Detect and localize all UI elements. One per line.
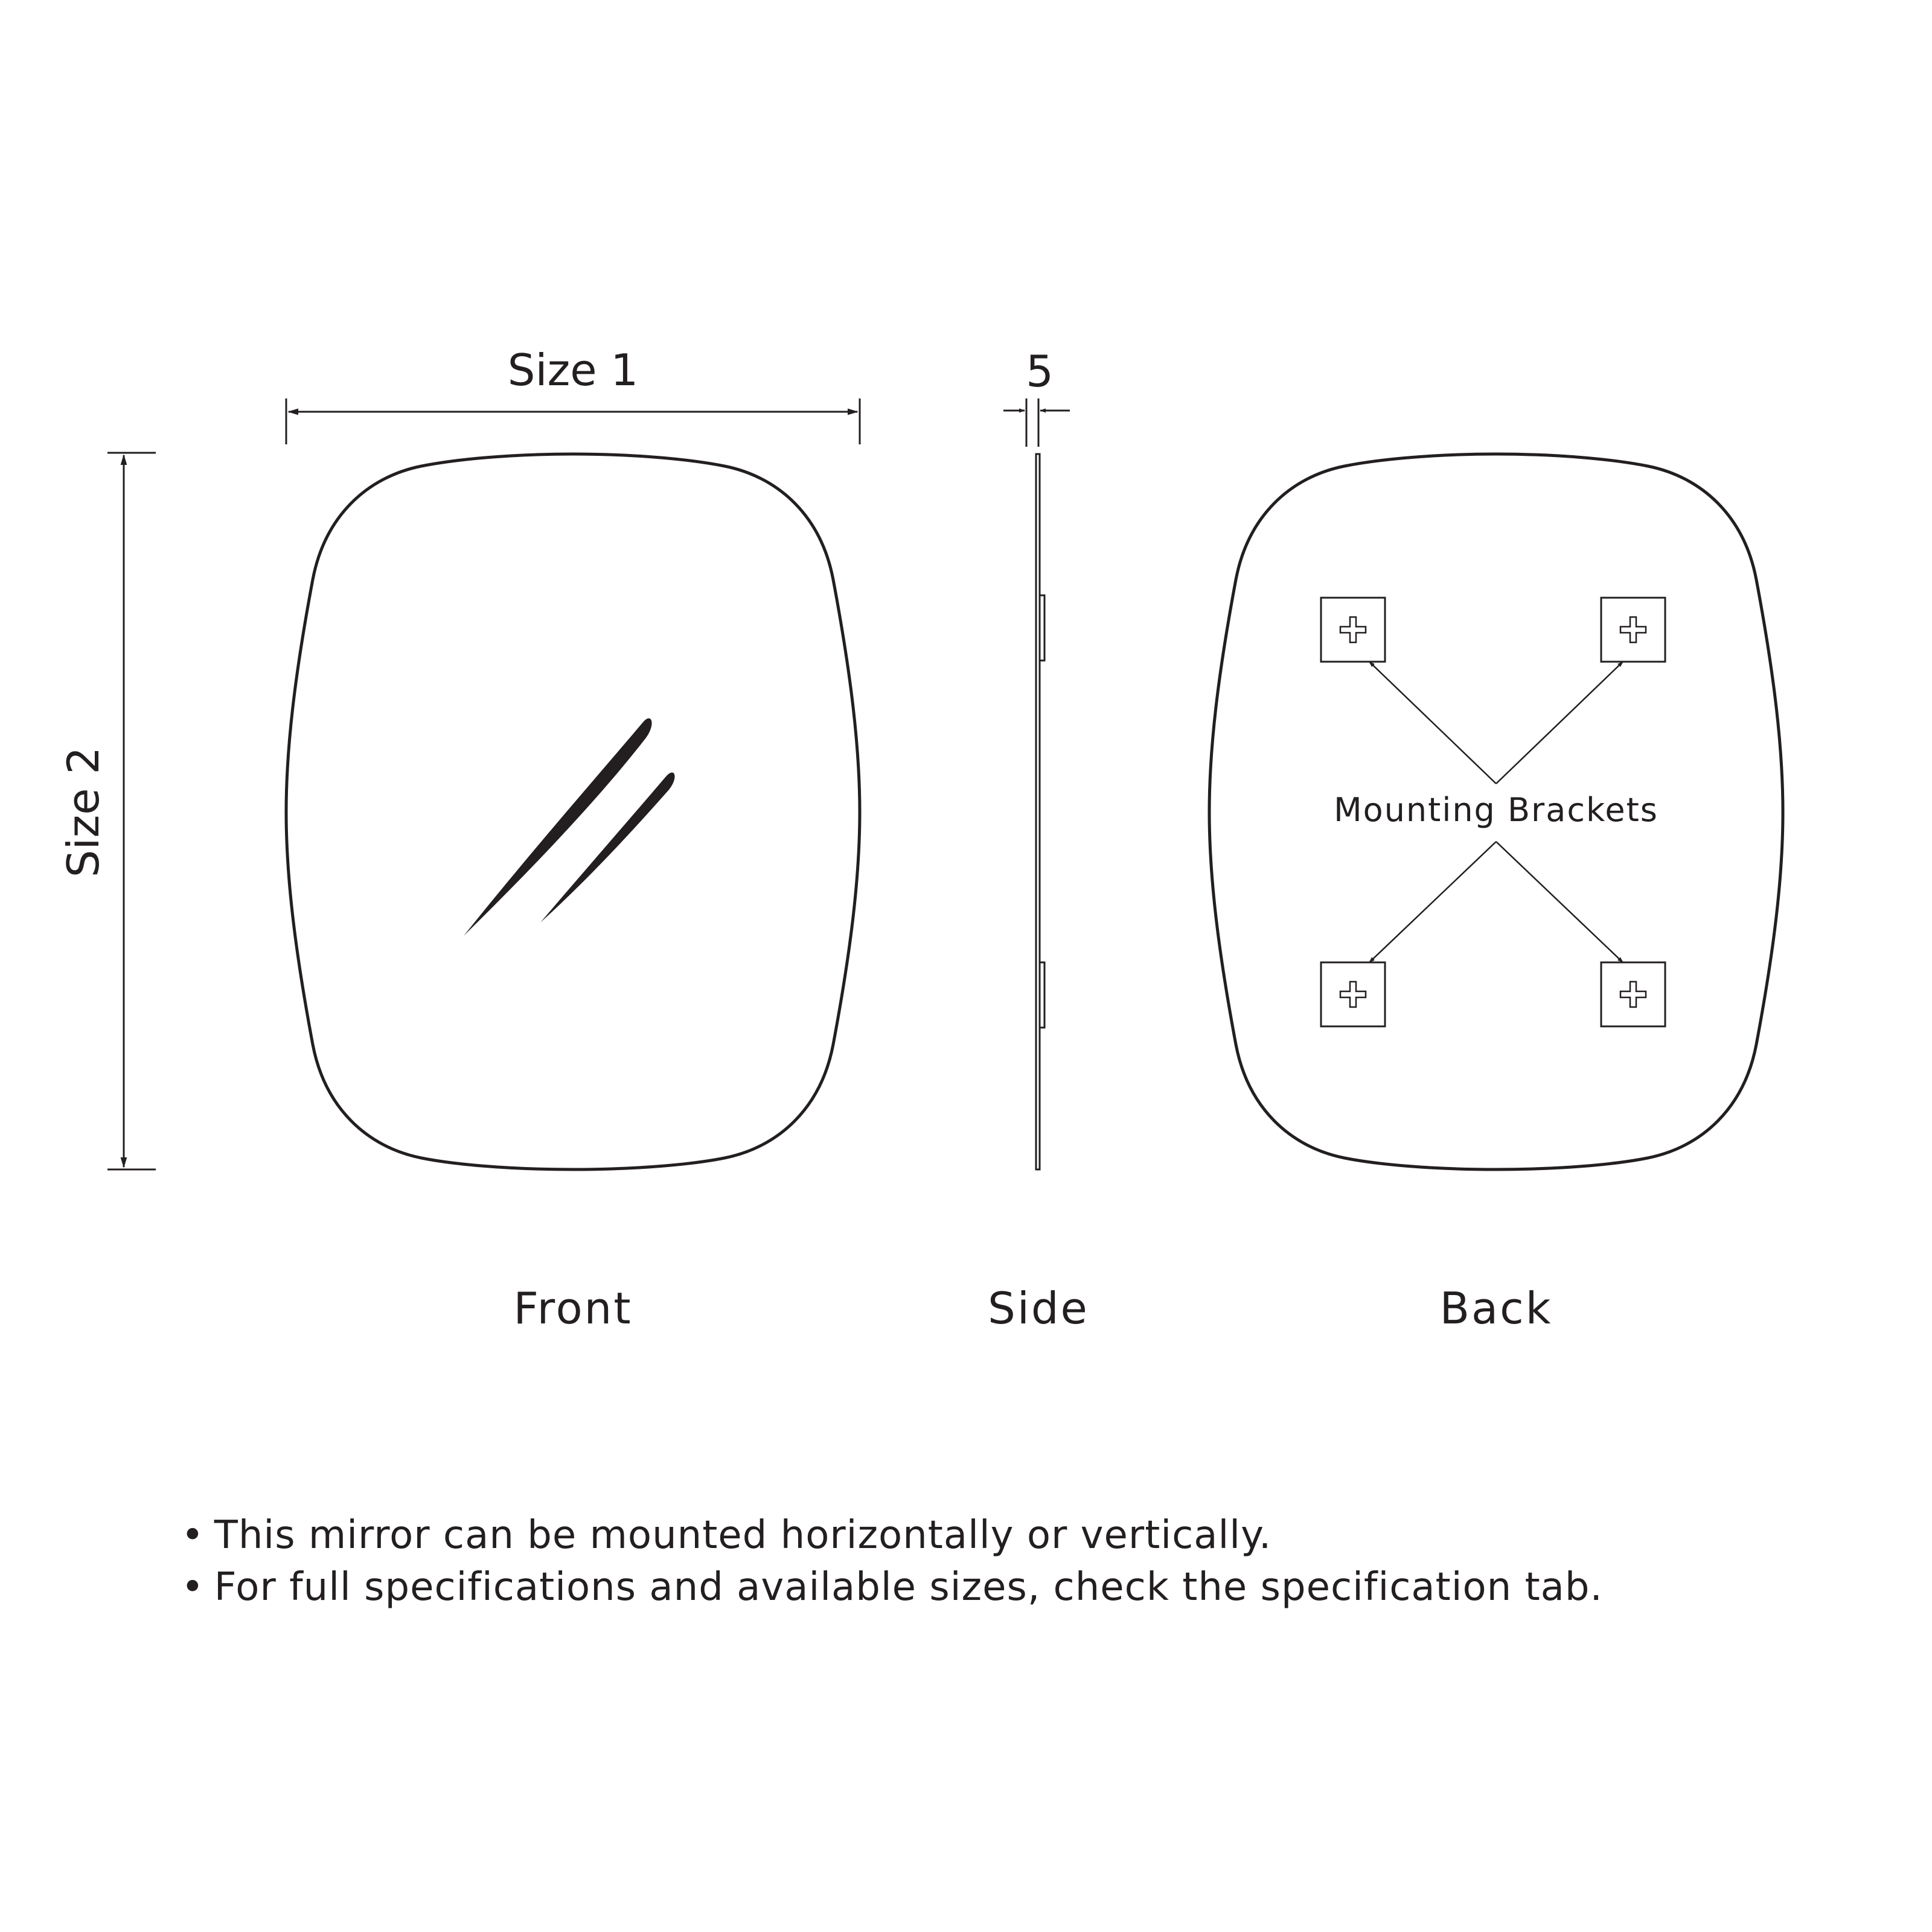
front-view-label: Front	[513, 1283, 633, 1334]
note-text: For full specifications and available sizes, check the specification tab.	[214, 1565, 1603, 1610]
notes-list	[181, 1509, 1811, 1613]
note-item	[181, 1509, 1811, 1561]
height-label: Size 2	[58, 746, 109, 878]
side-bracket-bottom	[1040, 962, 1044, 1028]
front-view	[286, 454, 860, 1169]
mounting-bracket-top-right	[1601, 598, 1665, 662]
mounting-brackets-label: Mounting Brackets	[1334, 791, 1659, 829]
note-text: This mirror can be mounted horizontally or vertically.	[214, 1513, 1272, 1558]
width-label: Size 1	[507, 345, 639, 395]
reflection-glint-short	[540, 772, 675, 923]
thickness-label: 5	[1026, 346, 1054, 397]
mounting-bracket-bottom-right	[1601, 962, 1665, 1026]
bullet: •	[181, 1565, 205, 1610]
height-dimension	[58, 453, 156, 1169]
bullet: •	[181, 1513, 205, 1558]
width-dimension	[286, 345, 860, 444]
side-mirror-profile	[1036, 454, 1040, 1169]
side-view-label: Side	[988, 1283, 1089, 1334]
side-bracket-top	[1040, 595, 1044, 661]
side-view	[1003, 346, 1070, 1169]
back-view	[1209, 454, 1783, 1169]
note-item	[181, 1561, 1811, 1613]
mounting-bracket-bottom-left	[1321, 962, 1385, 1026]
mounting-bracket-top-left	[1321, 598, 1385, 662]
back-view-label: Back	[1439, 1283, 1553, 1334]
